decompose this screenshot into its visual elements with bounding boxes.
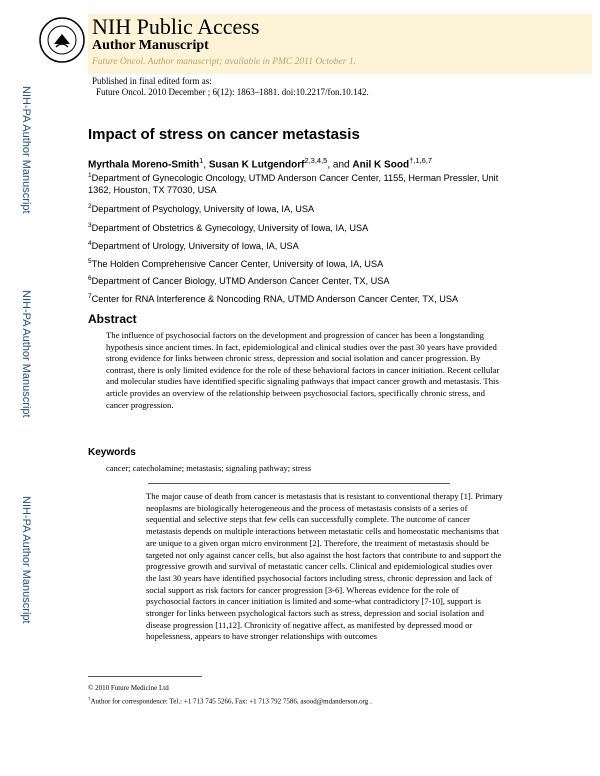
availability-note: Future Oncol. Author manuscript; available in PMC 2011 October 1. [92, 57, 356, 67]
author-name: Anil K Sood [352, 159, 410, 171]
nih-subtitle: Author Manuscript [92, 38, 209, 53]
nih-seal-logo [38, 16, 86, 64]
affiliation-text: Center for RNA Interference & Noncoding RNA, UTMD Anderson Cancer Center, TX, USA [91, 294, 459, 305]
correspondence-note [88, 697, 372, 705]
abstract-text: The influence of psychosocial factors on the development and progression of cancer has been a longstanding hypothesis since ancient times. In fact, epidemiological and clinical studies over the past 30 years have provided strong evidence for links between chronic stress, depression and social isolation and cancer progression. By contrast, there is only limited evidence for the role of these behavioral factors in cancer initiation. Recent cellular and molecular studies have identified specific signaling pathways that impact cancer growth and metastasis. This article provides an overview of the relationship between psychosocial factors, specifically chronic stress, and cancer progression. [106, 330, 500, 410]
affiliation [88, 256, 508, 270]
article-title: Impact of stress on cancer metastasis [88, 126, 360, 143]
affiliation-text: Department of Obstetrics & Gynecology, University of Iowa, IA, USA [91, 223, 369, 234]
author-name: Myrthala Moreno-Smith [88, 159, 200, 171]
author-name: Susan K Lutgendorf [208, 159, 305, 171]
affiliation-sup: 7 [88, 293, 92, 300]
nih-title: NIH Public Access [92, 14, 260, 39]
affiliation-sup: 5 [88, 258, 92, 265]
sidebar-label: NIH-PA Author Manuscript [20, 496, 32, 624]
sidebar-label: NIH-PA Author Manuscript [20, 86, 32, 214]
affiliation [88, 220, 508, 234]
sidebar-label: NIH-PA Author Manuscript [20, 290, 32, 418]
affiliation-text: Department of Cancer Biology, UTMD Anderson Cancer Center, TX, USA [91, 276, 390, 287]
affiliation-sup: 4 [88, 240, 92, 247]
publication-line: Published in final edited form as: [92, 76, 212, 86]
affiliation-sup: 3 [88, 222, 92, 229]
affiliation [88, 201, 508, 215]
intro-paragraph: The major cause of death from cancer is metastasis that is resistant to conventional therapy [1]. Primary neoplasms are biologically heterogeneous and the process of metastasis consists of a series of sequential and selective steps that few cells can successfully complete. The outcome of cancer metastasis depends on multiple interactions between metastatic cells and homeostatic mechanisms that are unique to a given organ micro environment [2]. Therefore, the treatment of metastasis should be targeted not only against cancer cells, but also against the host factors that contribute to and support the progressive growth and survival of metastatic cancer cells. Clinical and epidemiological studies over the last 30 years have identified psychosocial factors including stress, chronic depression and lack of social support as risk factors for cancer progression [3-6]. Whereas evidence for the role of psychosocial factors in cancer initiation is limited and some-what contradictory [7-10], support is stronger for links between psychological factors such as stress, depression and social isolation and disease progression [11,12]. Chronicity of negative affect, as manifested by depressed mood or hopelessness, appears to have stronger relationships with outcomes [146, 491, 503, 642]
affiliation-sup: 2 [88, 203, 92, 210]
affiliation [88, 273, 508, 287]
affiliation [88, 291, 508, 305]
citation-line: Future Oncol. 2010 December ; 6(12): 1863–1881. doi:10.2217/fon.10.142. [96, 87, 369, 97]
abstract-heading: Abstract [88, 312, 137, 326]
affiliation-text: Department of Gynecologic Oncology, UTMD Anderson Cancer Center, 1155, Herman Pressler, Unit 1362, Houston, TX 77030, USA [88, 173, 499, 196]
affiliation-text: The Holden Comprehensive Cancer Center, University of Iowa, IA, USA [91, 259, 384, 270]
author-affil-sup: 2,3,4,5 [304, 156, 328, 165]
footnote-divider [88, 676, 202, 677]
affiliation [88, 170, 508, 196]
author-separator: , and [327, 159, 353, 171]
affiliation-sup: 1 [88, 172, 92, 179]
keywords-text: cancer; catecholamine; metastasis; signaling pathway; stress [106, 463, 312, 473]
keywords-heading: Keywords [88, 447, 136, 458]
copyright-text: © 2010 Future Medicine Ltd [88, 684, 169, 692]
author-list [88, 156, 432, 170]
author-separator: , [203, 159, 209, 171]
section-divider [148, 483, 450, 484]
author-affil-sup: 1 [199, 156, 204, 165]
correspondence-sup: † [88, 697, 91, 702]
author-affil-sup: †,1,6,7 [409, 156, 432, 165]
affiliation-sup: 6 [88, 275, 92, 282]
correspondence-text: Author for correspondence: Tel.: +1 713 745 5266, Fax: +1 713 792 7586, asood@mdanderson.org . [90, 697, 372, 706]
affiliation-text: Department of Psychology, University of Iowa, IA, USA [91, 204, 315, 215]
affiliation [88, 238, 508, 252]
affiliation-text: Department of Urology, University of Iowa, IA, USA [91, 241, 299, 252]
